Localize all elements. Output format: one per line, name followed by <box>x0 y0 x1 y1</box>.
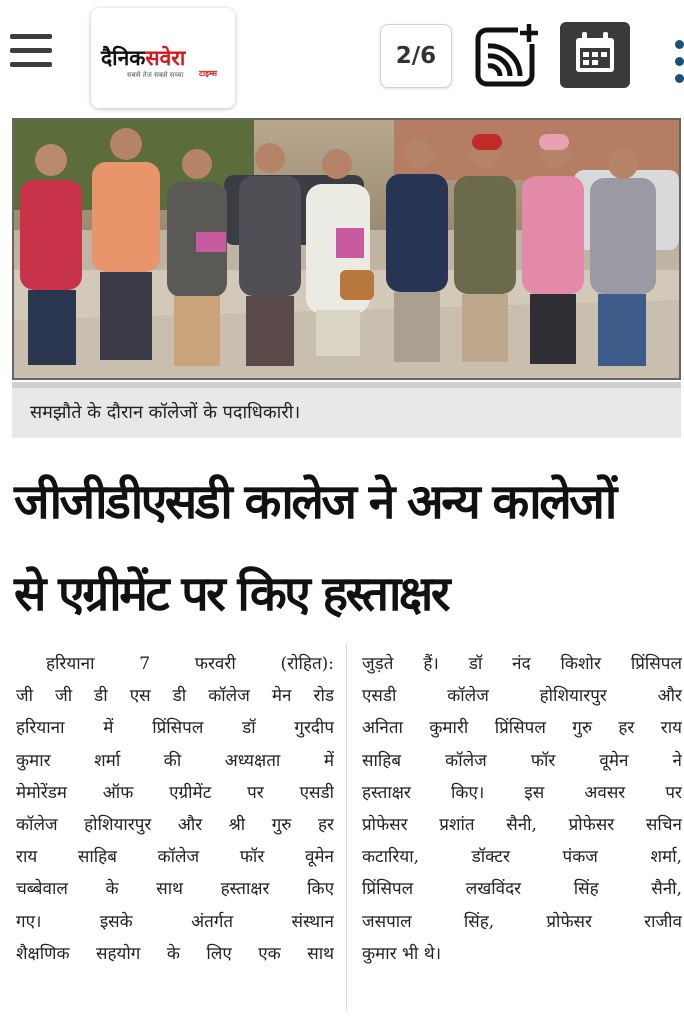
photo-caption-bar <box>12 382 681 438</box>
body-line: साहिब कॉलेज फॉर वूमेन ने <box>362 750 682 771</box>
body-line: एसडी कॉलेज होशियारपुर और <box>362 686 682 707</box>
article-body-column-2 <box>362 648 682 970</box>
body-line: शैक्षणिक सहयोग के लिए एक साथ <box>16 943 334 964</box>
body-line: जी जी डी एस डी कॉलेज मेन रोड <box>16 686 334 707</box>
headline-line-2: से एग्रीमेंट पर किए हस्ताक्षर <box>14 566 448 622</box>
body-line: चब्बेवाल के साथ हस्ताक्षर किए <box>16 879 334 900</box>
body-line: अनिता कुमारी प्रिंसिपल गुरु हर राय <box>362 718 682 739</box>
body-line: गए। इसके अंतर्गत संस्थान <box>16 911 334 932</box>
column-divider <box>346 645 347 1010</box>
body-line: मेमोरेंडम ऑफ एग्रीमेंट पर एसडी <box>16 782 334 803</box>
hamburger-menu-icon[interactable] <box>10 34 54 68</box>
body-line: कुमार भी थे। <box>362 943 442 964</box>
body-line: हरियाना 7 फरवरी (रोहित): <box>46 654 334 674</box>
body-line: प्रोफेसर प्रशांत सैनी, प्रोफेसर सचिन <box>362 814 682 835</box>
article-body-column-1 <box>16 648 334 970</box>
body-line: प्रिंसिपल लखविंदर सिंह सैनी, <box>362 879 682 900</box>
newspaper-logo[interactable] <box>91 8 235 108</box>
body-line: जुड़ते हैं। डॉ नंद किशोर प्रिंसिपल <box>362 654 682 674</box>
calendar-button[interactable] <box>560 22 630 88</box>
body-line: हस्ताक्षर किए। इस अवसर पर <box>362 782 682 803</box>
logo-tagline: सबसे तेज सबसे सच्चा <box>127 71 184 79</box>
body-line: हरियाना में प्रिंसिपल डॉ गुरदीप <box>16 718 334 739</box>
body-line: जसपाल सिंह, प्रोफेसर राजीव <box>362 911 682 932</box>
calendar-icon <box>560 22 630 88</box>
page-counter[interactable]: 2/6 <box>380 24 452 88</box>
logo-suffix: टाइम्स <box>199 69 218 78</box>
body-line: कॉलेज होशियारपुर और श्री गुरु हर <box>16 814 334 835</box>
body-line: कटारिया, डॉक्टर पंकज शर्मा, <box>362 847 682 868</box>
body-line: राय साहिब कॉलेज फॉर वूमेन <box>16 847 334 868</box>
article-photo <box>12 118 681 380</box>
more-vertical-icon[interactable] <box>671 40 684 86</box>
headline-line-1: जीजीडीएसडी कालेज ने अन्य कालेजों <box>14 474 615 530</box>
logo-wordmark: दैनिकसवेरा <box>101 46 186 70</box>
rss-add-icon[interactable] <box>474 22 540 88</box>
photo-caption: समझौते के दौरान कॉलेजों के पदाधिकारी। <box>30 402 301 423</box>
body-line: कुमार शर्मा की अध्यक्षता में <box>16 750 334 771</box>
top-toolbar <box>0 0 684 118</box>
